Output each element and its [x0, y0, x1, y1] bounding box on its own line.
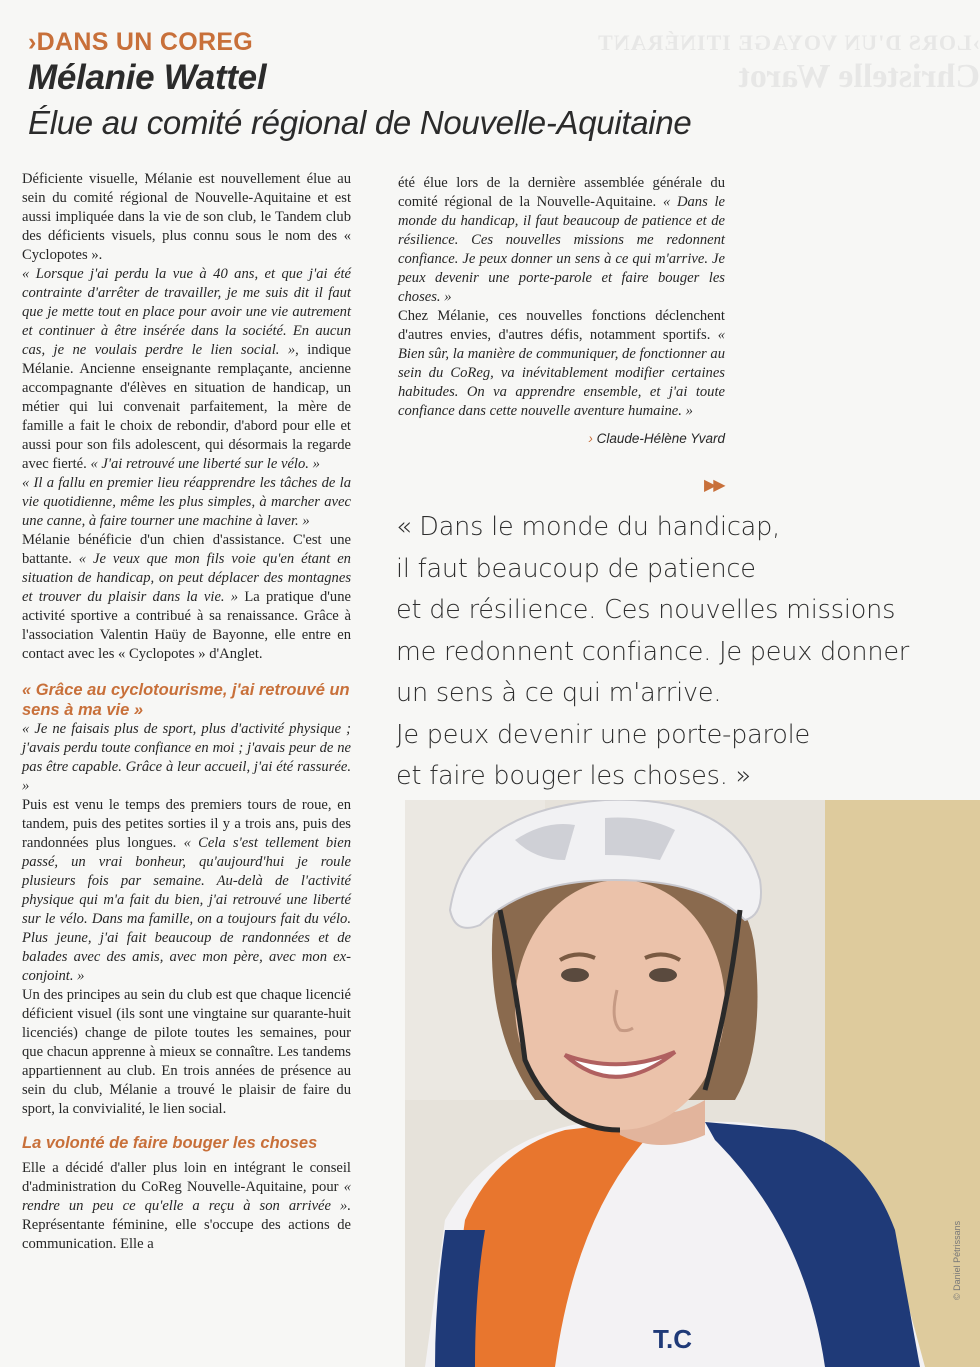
pull-quote-line: et faire bouger les choses. »: [396, 761, 751, 791]
article-subtitle: Élue au comité régional de Nouvelle-Aquitaine: [28, 104, 692, 141]
paragraph: [22, 1159, 351, 1254]
text: été élue lors de la dernière assemblée générale du comité régional de la Nouvelle-Aquitaine.: [398, 175, 725, 210]
quote: « Je veux que mon fils voie qu'en étant en situation de handicap, on peut déplacer des montagnes et trouver du plaisir dans la vie. »: [22, 551, 351, 605]
quote: « Bien sûr, la manière de communiquer, de fonctionner au sein du CoReg, va inévitablement modifier certaines habitudes. On va apprendre ensemble, et j'ai toute confiance dans cette nouvelle aventure humaine. »: [398, 327, 725, 419]
pull-quote-line: il faut beaucoup de patience: [396, 553, 756, 584]
paragraph: [398, 174, 725, 307]
subheading: La volonté de faire bouger les choses: [22, 1134, 318, 1152]
quote-paragraph: « Il a fallu en premier lieu réapprendre les tâches de la vie quotidienne, même les plus simples, à marcher avec une canne, à faire tourner une machine à laver. »: [22, 475, 351, 529]
pull-quote-line: Je peux devenir une porte-parole: [396, 719, 811, 750]
text: Elle a décidé d'aller plus loin en intégrant le conseil d'administration du CoReg Nouvelle-Aquitaine, pour: [22, 1160, 351, 1195]
kicker-label: DANS UN COREG: [36, 28, 254, 56]
subheading: « Grâce au cyclotourisme, j'ai retrouvé un sens à ma vie »: [22, 681, 350, 719]
bleed-through-text: ›LORS D'UN VOYAGE ITINÉRANT Christelle Warot: [597, 30, 980, 95]
text: , indique Mélanie. Ancienne enseignante remplaçante, ancienne accompagnante d'élèves en situation de handicap, un métier qui lui convenait parfaitement, la mère de famille a fait le choix de rebondir, d'abord pour elle et aussi pour son fils adolescent, qui désormais la regarde avec fierté.: [22, 342, 352, 472]
text: Puis est venu le temps des premiers tours de roue, en tandem, puis des petites sorties il y a trois ans, puis des randonnées plus longues.: [22, 797, 351, 851]
portrait-photo: [405, 800, 980, 1367]
double-arrow-icon: ▶▶: [704, 475, 723, 494]
quote-paragraph: « Je ne faisais plus de sport, plus d'activité physique ; j'avais perdu toute confiance en moi ; j'avais peur de ne pas être capable. Grâce à leur accueil, j'ai été rassurée. »: [22, 721, 351, 794]
article-title: Mélanie Wattel: [28, 58, 267, 97]
paragraph: Un des principes au sein du club est que chaque licencié déficient visuel (ils sont une vingtaine sur quarante-huit licenciés) change de pilote toutes les semaines, pour que chacun apprenne à mieux se connaître. Les tandems appartiennent au club. En trois années de présence au sein du club, Mélanie a trouvé le plaisir de faire du sport, la convivialité, le lien social.: [22, 987, 351, 1117]
paragraph: Déficiente visuelle, Mélanie est nouvellement élue au sein du comité régional de Nouvelle-Aquitaine et est aussi impliquée dans la vie de son club, le Tandem club des déficients visuels, plus connu sous le nom des « Cyclopotes ».: [22, 171, 351, 263]
author-name: Claude-Hélène Yvard: [596, 431, 725, 446]
article-column-2: [398, 174, 725, 448]
text: La pratique d'une activité sportive a contribué à sa renaissance. Grâce à l'association Valentin Haüy de Bayonne, elle entre en contact avec les « Cyclopotes » d'Anglet.: [22, 589, 351, 662]
quote: « J'ai retrouvé une liberté sur le vélo. »: [90, 456, 320, 472]
kicker-arrow: ›: [28, 28, 37, 56]
section-kicker: [28, 28, 253, 57]
pull-quote: [396, 507, 956, 798]
pull-quote-line: un sens à ce qui m'arrive.: [396, 678, 722, 708]
paragraph: [22, 796, 351, 986]
byline-arrow: ›: [588, 431, 593, 446]
quote: « rendre un peu ce qu'elle a reçu à son arrivée ».: [22, 1179, 352, 1214]
quote: « Lorsque j'ai perdu la vue à 40 ans, et que j'ai été contrainte d'arrêter de travailler, je me suis dit il faut que je mette tout en place pour avoir une vie autrement et continuer à être insérée dans la société. En aucun cas, je ne voulais perdre le lien social. »: [22, 266, 351, 358]
pull-quote-line: me redonnent confiance. Je peux donner: [396, 636, 910, 667]
quote: « Cela s'est tellement bien passé, un vrai bonheur, qu'aujourd'hui je roule plusieurs fois par semaine. Au-delà de l'activité physique qui m'a fait du bien, j'ai retrouvé une liberté sur le vélo. Dans ma famille, on a toujours fait du vélo. Plus jeune, j'ai fait beaucoup de randonnées et de balades avec des amis, avec mon père, avec mon ex-conjoint. »: [22, 835, 351, 984]
text: Chez Mélanie, ces nouvelles fonctions déclenchent d'autres envies, d'autres défis, notamment sportifs.: [398, 308, 725, 343]
jersey-text: T.C: [653, 1324, 692, 1354]
pull-quote-line: et de résilience. Ces nouvelles missions: [396, 595, 896, 625]
pull-quote-line: « Dans le monde du handicap,: [396, 512, 780, 542]
paragraph: [398, 307, 725, 421]
paragraph: [22, 265, 351, 474]
paragraph: [22, 531, 351, 664]
article-column-1: [22, 170, 351, 1254]
author-byline: [398, 429, 725, 448]
text: Mélanie bénéficie d'un chien d'assistance. C'est une battante.: [22, 532, 351, 567]
text: Représentante féminine, elle s'occupe des actions de communication. Elle a: [22, 1217, 351, 1252]
quote: « Dans le monde du handicap, il faut beaucoup de patience et de résilience. Ces nouvelles missions me redonnent confiance. Je peux donner un sens à ce qui m'arrive. Je peux devenir une porte-parole et faire bouger les choses. »: [398, 194, 725, 305]
photo-credit: © Daniel Pétrissans: [952, 1220, 962, 1300]
